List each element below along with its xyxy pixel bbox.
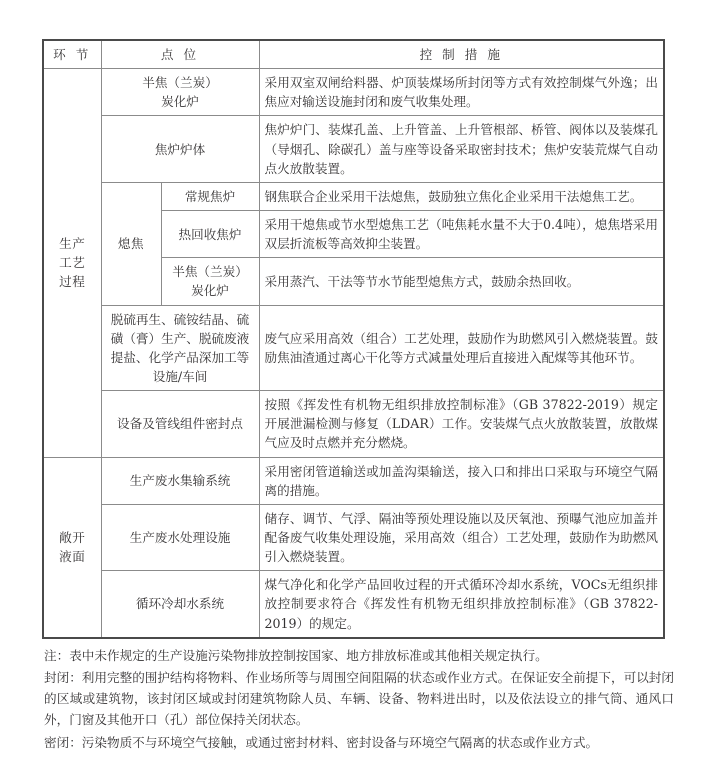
measure-cell: 采用蒸汽、干法等节水节能型熄焦方式，鼓励余热回收。 [259, 258, 664, 305]
header-point: 点 位 [101, 40, 259, 69]
table-row [43, 116, 664, 182]
footnote-note: 注：表中未作规定的生产设施污染物排放控制按国家、地方排放标准或其他相关规定执行。 [44, 648, 548, 663]
point-desulfurization-facilities: 脱硫再生、硫铵结晶、硫磺（膏）生产、脱硫废液提盐、化学产品深加工等设施/车间 [101, 305, 259, 391]
footnote-sealed: 密闭：污染物质不与环境空气接触，或通过密封材料、密封设备与环境空气隔离的状态或作业方式。 [44, 734, 599, 750]
point-wastewater-collection-system: 生产废水集输系统 [101, 457, 259, 504]
footnote-enclosed: 封闭：利用完整的围护结构将物料、作业场所等与周围空间阻隔的状态或作业方式。在保证安全前提下，可以封闭的区域或建筑物，该封闭区域或封闭建筑物除人员、车辆、设备、物料进出时，以及依法设立的排气筒、通风口外，门窗及其他开口（孔）部位保持关闭状态。 [44, 670, 674, 728]
point-semi-coke-carbonization-furnace-quench: 半焦（兰炭） 炭化炉 [161, 258, 259, 305]
point-conventional-coke-oven: 常规焦炉 [161, 182, 259, 210]
measure-cell: 储存、调节、气浮、隔油等预处理设施以及厌氧池、预曝气池应加盖并配备废气收集处理设施，采用高效（组合）工艺处理，鼓励作为助燃风引入燃烧装置。 [259, 504, 664, 570]
point-coke-oven-body: 焦炉炉体 [101, 116, 259, 182]
measure-cell: 采用密闭管道输送或加盖沟渠输送，接入口和排出口采取与环境空气隔离的措施。 [259, 457, 664, 504]
stage-label: 敞开 液面 [59, 529, 86, 565]
table-row [43, 504, 664, 570]
measure-cell: 钢焦联合企业采用干法熄焦，鼓励独立焦化企业采用干法熄焦工艺。 [259, 182, 664, 210]
table-row [43, 457, 664, 504]
header-measure: 控 制 措 施 [259, 40, 664, 69]
point-wastewater-treatment-facility: 生产废水处理设施 [101, 504, 259, 570]
spec-table-container [42, 39, 663, 639]
measure-cell: 焦炉炉门、装煤孔盖、上升管盖、上升管根部、桥管、阀体以及装煤孔（导烟孔、除碳孔）盖与座等设备采取密封技术；焦炉安装荒煤气自动点火放散装置。 [259, 116, 664, 182]
point-circulating-cooling-water-system: 循环冷却水系统 [101, 571, 259, 638]
footnotes [44, 645, 674, 754]
table-row [43, 69, 664, 116]
point-equipment-pipeline-seal-points: 设备及管线组件密封点 [101, 391, 259, 457]
table-row [43, 305, 664, 391]
table-row [43, 182, 664, 210]
stage-label: 生产 工艺 过程 [59, 236, 86, 290]
point-heat-recovery-coke-oven: 热回收焦炉 [161, 210, 259, 257]
measure-cell: 煤气净化和化学产品回收过程的开式循环冷却水系统，VOCs无组织排放控制要求符合《挥发性有机物无组织排放控制标准》（GB 37822-2019）的规定。 [259, 571, 664, 638]
header-stage: 环 节 [43, 40, 101, 69]
measure-cell: 采用干熄焦或节水型熄焦工艺（吨焦耗水量不大于0.4吨），熄焦塔采用双层折流板等高效抑尘装置。 [259, 210, 664, 257]
emission-control-table [42, 39, 665, 639]
point-group-coke-quenching: 熄焦 [101, 182, 161, 305]
stage-production-process [43, 69, 101, 457]
stage-open-liquid-surface [43, 457, 101, 638]
point-semi-coke-carbonization-furnace: 半焦（兰炭） 炭化炉 [101, 69, 259, 116]
table-row [43, 571, 664, 638]
measure-cell: 废气应采用高效（组合）工艺处理，鼓励作为助燃风引入燃烧装置。鼓励焦油渣通过离心干化等方式减量处理后直接进入配煤等其他环节。 [259, 305, 664, 391]
measure-cell: 按照《挥发性有机物无组织排放控制标准》（GB 37822-2019）规定开展泄漏检测与修复（LDAR）工作。安装煤气点火放散装置，放散煤气应及时点燃并充分燃烧。 [259, 391, 664, 457]
table-header-row [43, 40, 664, 69]
measure-cell: 采用双室双闸给料器、炉顶装煤场所封闭等方式有效控制煤气外逸；出焦应对输送设施封闭和废气收集处理。 [259, 69, 664, 116]
table-row [43, 391, 664, 457]
